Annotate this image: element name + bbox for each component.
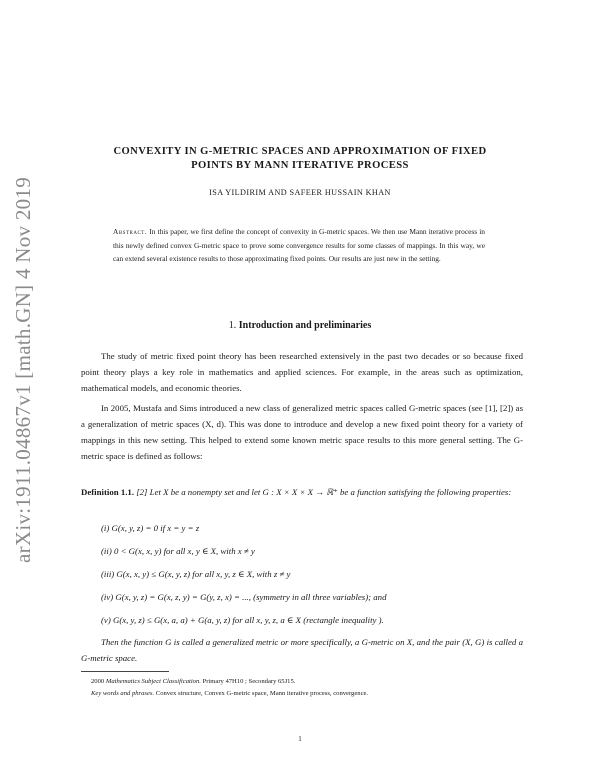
property-iii: (iii) G(x, x, y) ≤ G(x, y, z) for all x, y, z ∈ X, with z ≠ y: [101, 569, 291, 579]
footnote-divider: [81, 671, 169, 672]
footnote-keywords-text: Convex structure, Convex G-metric space, Mann iterative process, convergence.: [155, 690, 369, 697]
intro-paragraph-1: The study of metric fixed point theory has been researched extensively in the past two decades or so because fixed point theory plays a key role in mathematics and applied sciences. For example, in the areas such as optimization, mathematical models, and economic theories.: [81, 351, 523, 393]
property-i: (i) G(x, y, z) = 0 if x = y = z: [101, 523, 200, 533]
paper-title: [78, 145, 522, 173]
abstract-text: In this paper, we first define the concept of convexity in G-metric spaces. We then use Mann iterative process in this newly defined convex G-metric space to prove some convergence results for some classes of mappings. In this way, we can extend several existence results to those approximating fixed points. Our results are just new in the setting.: [113, 227, 485, 264]
abstract-label: Abstract.: [113, 227, 148, 236]
footnote-keywords-label: Key words and phrases.: [91, 690, 155, 697]
arxiv-side-stamp: [4, 175, 40, 565]
arxiv-identifier: arXiv:1911.04867v1 [math.GN] 4 Nov 2019: [11, 176, 35, 563]
author-list: ISA YILDIRIM AND SAFEER HUSSAIN KHAN: [209, 188, 391, 197]
title-line-2: POINTS BY MANN ITERATIVE PROCESS: [191, 160, 409, 171]
footnote-msc-label: Mathematics Subject Classification.: [105, 678, 201, 685]
abstract: [113, 225, 485, 266]
definition-label: Definition 1.1.: [81, 487, 135, 497]
footnote-msc: [81, 676, 521, 687]
section-number: 1.: [228, 320, 237, 331]
title-line-1: CONVEXITY IN G-METRIC SPACES AND APPROXIMATION OF FIXED: [113, 146, 487, 157]
definition-block: [81, 484, 523, 500]
property-ii: (ii) 0 < G(x, x, y) for all x, y ∈ X, with x ≠ y: [101, 546, 255, 556]
intro-paragraph-2: In 2005, Mustafa and Sims introduced a new class of generalized metric spaces called G-metric spaces (see [1], [2]) as a generalization of metric spaces (X, d). This was done to introduce and develop a new fixed point theory for a variety of mappings in this new setting. This helped to extend some known metric space results to this more general setting. The G-metric space is defined as follows:: [81, 403, 523, 461]
definition-text: [2] Let X be a nonempty set and let G : X × X × X → ℝ⁺ be a function satisfying the following properties:: [136, 487, 512, 497]
footnote-keywords: [81, 688, 521, 699]
footnote-msc-year: 2000: [91, 678, 105, 685]
definition-closing: Then the function G is called a generalized metric or more specifically, a G-metric on X, and the pair (X, G) is called a G-metric space.: [81, 637, 523, 663]
section-title: Introduction and preliminaries: [238, 320, 372, 331]
footnote-msc-text: Primary 47H10 ; Secondary 65J15.: [202, 678, 296, 685]
property-iv: (iv) G(x, y, z) = G(x, z, y) = G(y, z, x) = ..., (symmetry in all three variables); and: [101, 592, 387, 602]
section-heading: [78, 320, 522, 331]
property-v: (v) G(x, y, z) ≤ G(x, a, a) + G(a, y, z) for all x, y, z, a ∈ X (rectangle inequality ).: [101, 615, 384, 625]
page-number: 1: [298, 735, 302, 743]
